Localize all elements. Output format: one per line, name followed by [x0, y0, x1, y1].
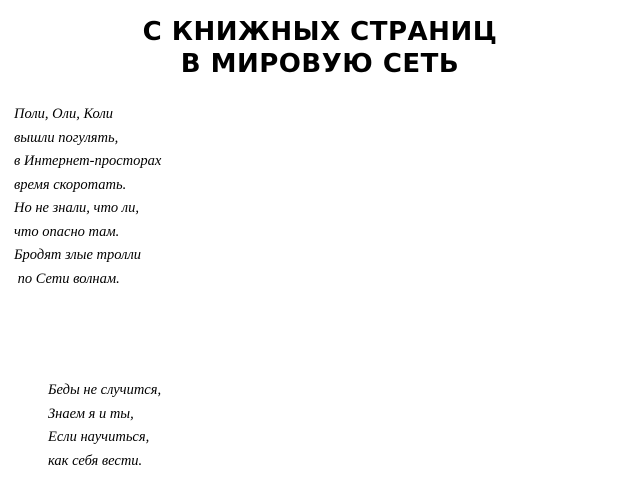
verse-line: по Сети волнам. — [14, 270, 120, 287]
verse-line: в Интернет-просторах — [14, 153, 162, 169]
verse-line: Если научиться, — [48, 429, 150, 445]
verse-line: Бродят злые тролли — [14, 247, 142, 263]
verse-line: как себя вести. — [48, 452, 143, 469]
verse-line: Но не знали, что ли, — [14, 200, 139, 216]
title-line-2: В МИРОВУЮ СЕТЬ — [180, 49, 460, 79]
verse-block-1 — [14, 103, 161, 291]
title-line-1: С КНИЖНЫХ СТРАНИЦ — [142, 17, 498, 47]
verse-line: что опасно там. — [14, 223, 120, 240]
verse-line: время скоротать. — [14, 176, 127, 193]
verse-line: Поли, Оли, Коли — [14, 106, 114, 122]
page-title — [0, 16, 640, 80]
verse-line: Беды не случится, — [48, 382, 162, 398]
verse-line: Знаем я и ты, — [48, 405, 134, 422]
verse-block-2 — [48, 379, 161, 473]
verse-line: вышли погулять, — [14, 129, 119, 146]
